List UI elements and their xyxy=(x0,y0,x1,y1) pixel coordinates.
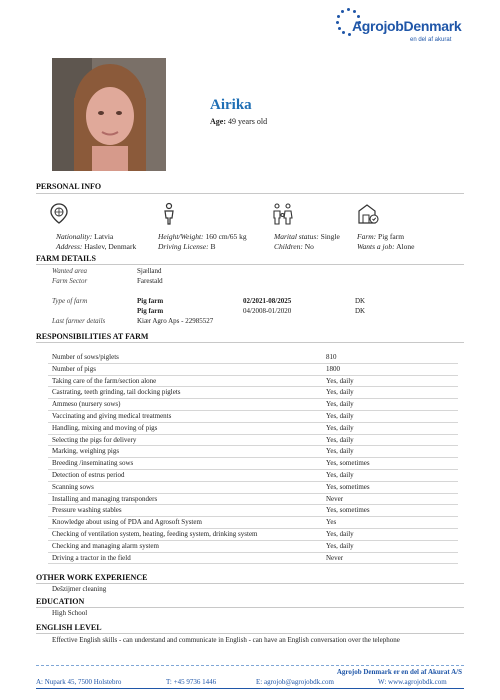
education-value: High School xyxy=(52,609,88,617)
responsibility-task: Installing and managing transponders xyxy=(52,494,158,503)
farm-sector-value: Farestald xyxy=(137,277,163,285)
section-divider xyxy=(36,342,464,343)
responsibility-value: Yes, sometimes xyxy=(326,482,370,491)
footer-email[interactable]: E: agrojob@agrojobdk.com xyxy=(256,678,334,686)
footer-rule xyxy=(36,688,464,689)
responsibility-value: Yes, daily xyxy=(326,376,354,385)
wants-job-label: Wants a job: xyxy=(357,242,395,251)
footer-divider xyxy=(36,665,464,666)
last-farmer-value: Kiær Agro Aps - 22985527 xyxy=(137,317,214,325)
responsibility-value: 1800 xyxy=(326,364,340,373)
table-row xyxy=(48,399,458,411)
responsibility-task: Ammeso (nursery sows) xyxy=(52,400,121,409)
responsibility-value: Yes xyxy=(326,518,337,527)
wanted-area-value: Sjælland xyxy=(137,267,162,275)
responsibility-task: Number of sows/piglets xyxy=(52,353,119,361)
farm-wish-info xyxy=(357,232,414,252)
table-row xyxy=(48,541,458,553)
profile-photo xyxy=(52,58,166,171)
driving-license-label: Driving License: xyxy=(158,242,209,251)
responsibility-task: Marking, weighing pigs xyxy=(52,447,120,456)
responsibility-task: Number of pigs xyxy=(52,364,96,373)
table-row xyxy=(48,446,458,458)
agrojob-logo xyxy=(336,8,496,50)
responsibility-value: Yes, daily xyxy=(326,388,354,397)
farm-value: Pig farm xyxy=(378,232,405,241)
section-divider xyxy=(36,607,464,608)
farm-sector-label: Farm Sector xyxy=(52,277,88,285)
wanted-area-label: Wanted area xyxy=(52,267,88,275)
globe-pin-icon xyxy=(48,202,70,226)
table-row xyxy=(48,529,458,541)
table-row xyxy=(48,376,458,388)
responsibility-task: Taking care of the farm/section alone xyxy=(52,376,157,385)
other-work-title: OTHER WORK EXPERIENCE xyxy=(36,573,148,582)
children-label: Children: xyxy=(274,242,303,251)
section-divider xyxy=(36,193,464,194)
section-divider xyxy=(36,264,464,265)
farm-entry-period: 04/2008-01/2020 xyxy=(243,307,292,315)
last-farmer-label: Last farmer details xyxy=(52,317,106,325)
marital-info xyxy=(274,232,340,252)
wants-job-value: Alone xyxy=(396,242,415,251)
marital-label: Marital status: xyxy=(274,232,319,241)
responsibility-value: Yes, daily xyxy=(326,435,354,444)
table-row xyxy=(48,505,458,517)
responsibility-value: Yes, sometimes xyxy=(326,459,370,468)
table-row xyxy=(48,364,458,376)
table-row xyxy=(48,387,458,399)
table-row xyxy=(48,435,458,447)
responsibility-value: Yes, daily xyxy=(326,541,354,550)
age-label: Age: xyxy=(210,117,226,126)
responsibility-value: Yes, daily xyxy=(326,470,354,479)
responsibility-value: Yes, daily xyxy=(326,529,354,538)
education-title: EDUCATION xyxy=(36,597,85,606)
responsibility-task: Handling, mixing and moving of pigs xyxy=(52,423,158,432)
english-value: Effective English skills - can understand and communicate in English - can have an English conversation over the telephone xyxy=(52,636,400,644)
farm-entry-country: DK xyxy=(355,307,366,315)
table-row xyxy=(48,553,458,565)
responsibility-value: Yes, daily xyxy=(326,400,354,409)
address-value: Haslev, Denmark xyxy=(84,242,137,251)
driving-license-value: B xyxy=(210,242,216,251)
footer-brand: Agrojob Denmark er en del af Akurat A/S xyxy=(336,668,462,676)
candidate-age xyxy=(210,117,267,126)
height-weight-info xyxy=(158,232,247,252)
table-row xyxy=(48,482,458,494)
responsibilities-title: RESPONSIBILITIES AT FARM xyxy=(36,332,149,341)
family-icon xyxy=(272,202,294,226)
responsibility-task: Knowledge about using of PDA and Agrosoft System xyxy=(52,518,202,527)
table-row xyxy=(48,458,458,470)
other-work-value: Dešzijmer cleaning xyxy=(52,585,107,593)
table-row xyxy=(48,517,458,529)
responsibility-value: Yes, daily xyxy=(326,423,354,432)
marital-value: Single xyxy=(320,232,340,241)
footer-phone: T: +45 9736 1446 xyxy=(166,678,217,686)
responsibility-task: Checking and managing alarm system xyxy=(52,541,159,550)
footer-address: A: Nupark 45, 7500 Holstebro xyxy=(36,678,122,686)
farm-entry-type: Pig farm xyxy=(137,307,164,315)
children-value: No xyxy=(304,242,314,251)
table-row xyxy=(48,470,458,482)
table-row xyxy=(48,352,458,364)
height-weight-value: 160 cm/65 kg xyxy=(205,232,247,241)
responsibility-value: Never xyxy=(326,553,344,562)
farm-icon xyxy=(357,202,379,226)
responsibility-value: Yes, sometimes xyxy=(326,506,370,515)
personal-info-title: PERSONAL INFO xyxy=(36,182,102,191)
address-label: Address: xyxy=(56,242,83,251)
responsibilities-table xyxy=(48,352,458,564)
age-value: 49 years old xyxy=(228,117,268,126)
responsibility-task: Driving a tractor in the field xyxy=(52,553,131,562)
responsibility-value: Never xyxy=(326,494,344,503)
responsibility-task: Vaccinating and giving medical treatments xyxy=(52,411,172,420)
height-weight-label: Height/Weight: xyxy=(158,232,204,241)
farm-entry-period: 02/2021-08/2025 xyxy=(243,297,292,305)
person-icon xyxy=(158,202,180,226)
logo-brand: AgrojobDenmark xyxy=(352,18,462,34)
farm-label: Farm: xyxy=(357,232,377,241)
table-row xyxy=(48,494,458,506)
responsibility-value: Yes, daily xyxy=(326,447,354,456)
nationality-value: Latvia xyxy=(94,232,114,241)
farm-entry-country: DK xyxy=(355,297,366,305)
farm-details-title: FARM DETAILS xyxy=(36,254,96,263)
responsibility-value: Yes, daily xyxy=(326,411,354,420)
logo-subtitle: en del af akurat xyxy=(410,37,452,43)
responsibility-task: Detection of estrus period xyxy=(52,470,125,479)
responsibility-task: Checking of ventilation system, heating, feeding system, drinking system xyxy=(52,529,258,538)
footer-website[interactable]: W: www.agrojobdk.com xyxy=(378,678,447,686)
type-of-farm-label: Type of farm xyxy=(52,297,88,305)
responsibility-value: 810 xyxy=(326,353,337,361)
farm-entry-type: Pig farm xyxy=(137,297,164,305)
english-title: ENGLISH LEVEL xyxy=(36,623,102,632)
responsibility-task: Selecting the pigs for delivery xyxy=(52,435,137,444)
nationality-info xyxy=(56,232,136,252)
candidate-name: Airika xyxy=(210,97,252,113)
responsibility-task: Pressure washing stables xyxy=(52,506,122,515)
table-row xyxy=(48,423,458,435)
nationality-label: Nationality: xyxy=(56,232,93,241)
responsibility-task: Breeding /inseminating sows xyxy=(52,459,134,468)
table-row xyxy=(48,411,458,423)
responsibility-task: Scanning sows xyxy=(52,482,94,491)
responsibility-task: Castrating, teeth grinding, tail docking piglets xyxy=(52,388,181,397)
